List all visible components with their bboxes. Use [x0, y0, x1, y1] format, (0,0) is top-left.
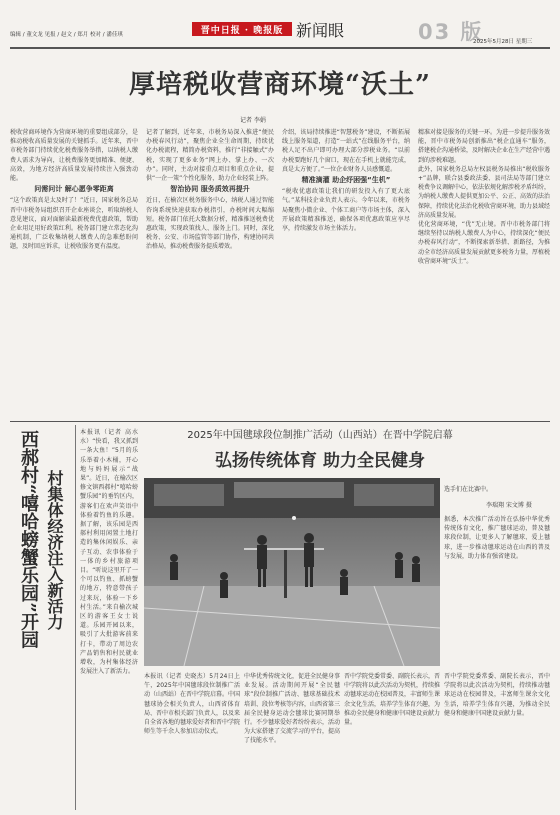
article1-byline: 记者 李娟 [240, 117, 266, 124]
section-divider [10, 421, 550, 422]
masthead-rule [10, 47, 550, 49]
article1-col3b-text: “税收优惠政策让我们的研发投入有了更大底气。”某科技企业负责人表示。今年以来，市税务局聚焦小微企业、个体工商户等市场主体，深入开展政策精准推送，确保各项优惠政策应享尽享，持续激发市场主体活力。 [282, 188, 410, 233]
photo-credit: 李瑞翔 宋文博 摄 [486, 502, 532, 509]
article2-column-4a: 据悉，本次推广活动旨在弘扬中华优秀传统体育文化，推广毽球运动，普及毽球段位制，让更多人了解毽球、爱上毽球，进一步推动毽球运动在山西的普及与发展，助力体育强省建设。 [444, 516, 550, 560]
section-name: 新闻眼 [296, 21, 345, 40]
article1-subheading-2: 智治协同 服务质效再提升 [170, 185, 250, 194]
sidebar-vertical-rule [75, 425, 76, 810]
photo-illustration [144, 478, 440, 666]
article1-col4c-text: 优化营商环境，“优”无止境。晋中市税务部门将继续坚持以纳税人缴费人为中心，持续深化“便民办税春风行动”，不断探索新举措、新路径，为推动全市经济高质量发展贡献更多税务力量，厚植税收营商环境“沃土”。 [418, 221, 550, 265]
issue-date: 2025年5月28日 星期三 [473, 39, 533, 45]
article1-col1b-text: “这个政策真是太及时了！”近日，国家税务总局晋中市税务局组织召开企业座谈会，听取纳税人意见建议，面对面解读最新税费优惠政策，帮助企业用足用好政策红利。税务部门建立常态化沟通机制，广泛收集纳税人缴费人的急难愁盼问题，及时回应诉求，让税收服务更有温度。 [10, 197, 138, 251]
article2-column-3: 晋中学院党委常委、副院长表示，晋中学院将以此次活动为契机，持续推动毽球运动在校园普及，丰富师生课余文化生活，培养学生体育兴趣，为推动全民健身和健康中国建设贡献力量。 [344, 673, 440, 727]
badminton-event-photo [144, 478, 440, 666]
newspaper-logo [192, 22, 292, 36]
article2-column-1: 本报讯（记者 史晓杰）5月24日上午，2025年中国毽球段位制推广活动（山西站）在晋中学院启幕。中国毽球协会相关负责人，山西省体育局、晋中市相关部门负责人，以及来自全省各地的毽球爱好者和晋中学院师生等千余人参加启动仪式。 [144, 673, 240, 736]
article1-col2b-text: 近日，在榆次区税务服务中心，纳税人通过智能咨询系统快速获取办税指引，办税时间大幅缩短。税务部门依托大数据分析，精准推送税费优惠政策，实现政策找人、服务上门。同时，深化税务、公安、市场监管等部门协作，构建协同共治格局，推动税费服务提质增效。 [146, 197, 274, 251]
article1-column-4 [418, 128, 550, 418]
article2-column-4: 晋中学院党委常委、副院长表示，晋中学院将以此次活动为契机，持续推动毽球运动在校园普及，丰富师生课余文化生活，培养学生体育兴趣，为推动全民健身和健康中国建设贡献力量。 [444, 673, 550, 717]
sidebar-subheadline: 村集体经济注入新活力 [45, 470, 64, 630]
article1-column-1 [10, 128, 138, 418]
article1-headline: 厚培税收营商环境“沃土” [129, 70, 431, 100]
article1-col1-text: 税收营商环境作为营商环境的重要组成部分，是推动税收高质量发展的关键抓手。近年来，晋中市税务部门持续优化税费服务举措，以纳税人缴费人需求为导向，让税费服务更加精准、便捷、高效，为地方经济高质量发展持续注入强劲动能。 [10, 129, 138, 183]
article1-subheading-1: 问需问计 解心愿争零距离 [34, 185, 114, 194]
photo-caption: 选手们在比赛中。 [444, 486, 493, 493]
logo-text: 晋中日报 · 晚报版 [200, 25, 284, 36]
masthead [0, 0, 560, 50]
article1-column-3 [282, 128, 410, 418]
article2-column-2: 中华优秀传统文化，促进全民健身事业发展。活动期间开展“全民毽球”段位制推广活动、毽球基础技术培训、段位考核等内容，山西省第三届全民健身运动会毽球比赛同期举行。不少毽球爱好者纷纷表示，活动为大家搭建了交流学习的平台，提高了技能水平。 [244, 673, 340, 745]
edition-number: 03 版 [418, 20, 484, 44]
article1-column-2 [146, 128, 274, 418]
article1-subheading-3: 精准滴灌 助企纾困强“生机” [301, 176, 391, 185]
article1-col3-text: 介绍，该局持续推进“智慧税务”建设，不断拓展线上服务渠道，打造“一站式”在线服务平台，纳税人足不出户即可办理大部分涉税业务。“以前办税要跑好几个窗口，现在在手机上就能完成，真是太方便了。”一位企业财务人员感慨道。 [282, 129, 410, 173]
editors-line: 编辑 / 董文龙 见报 / 赵文 / 郑月 校对 / 潘佳琪 [10, 32, 123, 38]
article2-kicker: 2025年中国毽球段位制推广活动（山西站）在晋中学院启幕 [187, 430, 453, 441]
article1-col4-text: 精准对接是服务的关键一环。为进一步提升服务效能，晋中市税务局创新推出“税企直通车”服务，搭建税企沟通桥梁，及时解决企业在生产经营中遇到的涉税难题。 [418, 129, 550, 164]
article1-col4b-text: 此外，国家税务总局左权县税务局推出“税收服务+”品牌，联合县委政法委、县司法局等部门建立税费争议调解中心，依法依规化解涉税矛盾纠纷，为纳税人缴费人提供更加公平、公正、高效的法治保障，持续优化法治化税收营商环境，助力县域经济高质量发展。 [418, 165, 550, 219]
article2-headline: 弘扬传统体育 助力全民健身 [215, 451, 425, 471]
sidebar-headline: 西郝村“嘻哈螃蟹乐园”开园 [18, 430, 39, 649]
article1-col2-text: 记者了解到，近年来，市税务局深入推进“便民办税春风行动”，聚焦企业全生命周期，持续优化办税流程，精简办税资料，推行“非接触式”办税，实现了更多业务“网上办、掌上办、一次办”。同时，主动对接重点项目和重点企业，提供“一企一策”个性化服务，助力企业轻装上阵。 [146, 129, 274, 183]
sidebar-body: 本报讯（记者 高水水）“快看，我又抓到一条大鱼！”5月的乐乐举着小木桶，开心地与妈妈展示“战果”。近日，在榆次区修文镇西郝村“嘻哈螃蟹乐园”的垂钓区内，游客们在欢声笑语中体验着钓鱼的乐趣。据了解，该乐园是西郝村利用闲置土地打造的集休闲娱乐、亲子互动、农事体验于一体的乡村旅游项目。“听说这里开了一个可以钓鱼、抓螃蟹的地方，特意带孩子过来玩，体验一下乡村生活。”来自榆次城区的游客王女士说道。乐园开园以来，吸引了大批游客前来打卡，带动了周边农产品销售和村民就业增收，为村集体经济发展注入了新活力。 [80, 429, 138, 676]
